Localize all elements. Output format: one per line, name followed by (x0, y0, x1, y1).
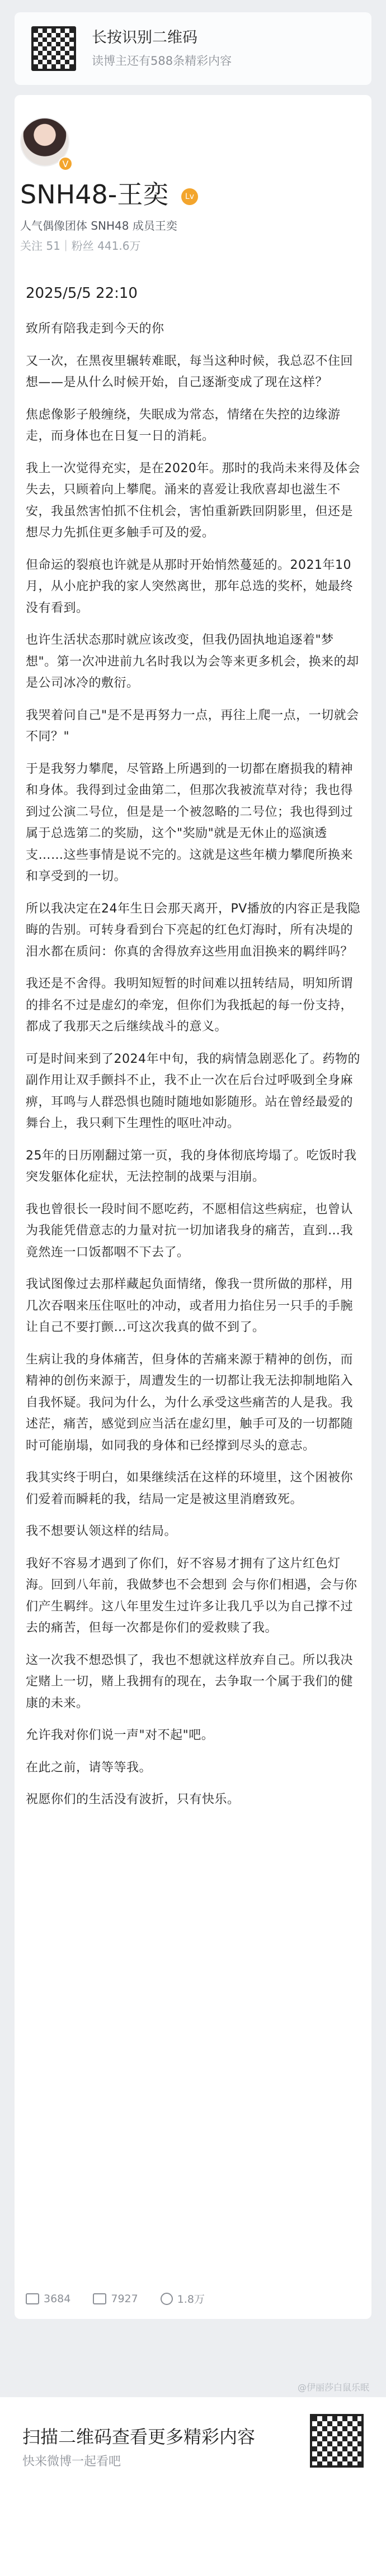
post-paragraph: 也许生活状态那时就应该改变，但我仍固执地追逐着"梦想"。第一次冲进前九名时我以为会等来更多机会，换来的却是公司冰冷的敷衍。 (26, 633, 359, 690)
bottom-subtitle: 快来微博一起看吧 (22, 2455, 121, 2469)
bottom-title: 扫描二维码查看更多精彩内容 (22, 2426, 256, 2447)
post-paragraph: 致所有陪我走到今天的你 (26, 322, 164, 336)
post-paragraph: 这一次我不想恐惧了，我也不想就这样放弃自己。所以我决定赌上一切，赌上我拥有的现在，去争取一个属于我们的健康的未来。 (26, 1653, 354, 1710)
comment-button[interactable] (93, 2293, 138, 2305)
post-paragraph: 焦虑像影子般缠绕，失眠成为常态，情绪在失控的边缘游走，而身体也在日复一日的消耗。 (26, 407, 341, 443)
comment-count: 7927 (111, 2292, 138, 2305)
post-paragraph: 所以我决定在24年生日会那天离开，PV播放的内容正是我隐晦的告别。可转身看到台下亮起的红色灯海时，所有决堤的泪水都在质问：你真的舍得放弃这些用血泪换来的羁绊吗？ (26, 901, 361, 959)
post-body (26, 319, 365, 1822)
repost-button[interactable] (26, 2293, 70, 2305)
post-paragraph: 我其实终于明白，如果继续活在这样的环境里，这个困被你们爱着而瞬耗的我，结局一定是被这里消磨致死。 (26, 1471, 354, 1506)
user-name[interactable] (20, 174, 198, 211)
user-stats: 关注 51｜粉丝 441.6万 (20, 239, 141, 253)
watermark: @伊丽莎白鼠乐眠 (297, 2382, 369, 2393)
post-paragraph: 我哭着问自己"是不是再努力一点，再往上爬一点，一切就会不同？" (26, 708, 359, 744)
post-paragraph: 又一次，在黑夜里辗转难眠，每当这种时候，我总忍不住回想——是从什么时候开始，自己逐渐变成了现在这样？ (26, 354, 354, 389)
post-paragraph: 我也曾很长一段时间不愿吃药，不愿相信这些病症，也曾认为我能凭借意志的力量对抗一切加诸我身的痛苦，直到…我竟然连一口饭都咽不下去了。 (26, 1202, 354, 1260)
like-count: 1.8万 (177, 2293, 205, 2306)
post-card (15, 95, 371, 2319)
post-paragraph: 我好不容易才遇到了你们，好不容易才拥有了这片红色灯海。回到八年前，我做梦也不会想到 会与你们相遇，会与你们产生羁绊。这八年里发生过许多让我几乎以为自己撑不过去的痛苦，但每一次都是你们的爱救赎了我。 (26, 1556, 357, 1635)
post-paragraph: 但命运的裂痕也许就是从那时开始悄然蔓延的。2021年10月，从小庇护我的家人突然离世，那年总选的奖杯，她最终没有看到。 (26, 558, 354, 615)
post-date: 2025/5/5 22:10 (26, 285, 138, 302)
banner-text (92, 27, 232, 70)
user-name-text: SNH48-王奕 (20, 179, 169, 210)
comment-icon (93, 2293, 106, 2304)
level-badge-icon: Lv (181, 188, 198, 205)
post-paragraph: 于是我努力攀爬，尽管路上所遇到的一切都在磨损我的精神和身体。我得到过金曲第二，但那次我被流草对待；我也得到过公演二号位，但是是一个被忽略的二号位；我也得到过属于总选第二的奖励，这个"奖励"就是无休止的巡演透支……这些事情是说不完的。这就是这些年横力攀爬所换来和享受到的一切。 (26, 762, 354, 883)
post-paragraph: 允许我对你们说一声"对不起"吧。 (26, 1728, 214, 1742)
action-bar (26, 2291, 205, 2306)
verified-badge-icon: V (58, 156, 73, 171)
banner-title: 长按识别二维码 (92, 29, 197, 46)
post-paragraph: 生病让我的身体痛苦，但身体的苦痛来源于精神的创伤，而精神的创伤来源于，周遭发生的一切都让我无法抑制地陷入自我怀疑。我问为什么，为什么承受这些痛苦的人是我。我述茫，痛苦，感觉到应当活在虚幻里，触手可及的一切都随时可能崩塌，如同我的身体和已经撑到尽头的意志。 (26, 1352, 354, 1453)
qr-code-icon (31, 26, 76, 71)
top-qr-banner[interactable] (15, 12, 371, 85)
like-icon (161, 2293, 173, 2305)
bottom-qr-bar[interactable] (0, 2397, 386, 2576)
post-paragraph: 我还是不舍得。我明知短暂的时间难以扭转结局，明知所谓的排名不过是虚幻的牵宠，但你们为我抵起的每一份支持，都成了我那天之后继续战斗的意义。 (26, 977, 354, 1034)
repost-icon (26, 2293, 39, 2304)
post-paragraph: 可是时间来到了2024年中旬，我的病情急剧恶化了。药物的副作用让双手颤抖不止，我不止一次在后台过呼吸到全身麻痹，耳鸣与人群恐惧也随时随地如影随形。站在曾经最爱的舞台上，我只剩下生理性的呕吐冲动。 (26, 1052, 360, 1130)
post-paragraph: 25年的日历刚翻过第一页，我的身体彻底垮塌了。吃饭时我突发躯体化症状，无法控制的战栗与泪崩。 (26, 1148, 357, 1184)
post-paragraph: 我试图像过去那样藏起负面情绪，像我一贯所做的那样，用几次吞咽来压住呕吐的冲动，或者用力掐住另一只手的手腕让自己不要打颤…可这次我真的做不到了。 (26, 1277, 354, 1334)
post-paragraph: 祝愿你们的生活没有波折，只有快乐。 (26, 1793, 240, 1807)
post-paragraph: 在此之前，请等等我。 (26, 1760, 152, 1775)
like-button[interactable] (161, 2291, 205, 2306)
bottom-qr-code-icon (310, 2414, 364, 2468)
post-paragraph: 我不想要认领这样的结局。 (26, 1524, 177, 1538)
repost-count: 3684 (44, 2292, 71, 2305)
post-paragraph: 我上一次觉得充实，是在2020年。那时的我尚未来得及体会失去，只顾着向上攀爬。涌来的喜爱让我欣喜却也滋生不安，我虽然害怕抓不住机会，害怕重新跌回阴影里，但还是想尽力先抓住更多触手可及的爱。 (26, 461, 360, 540)
user-bio: 人气偶像团体 SNH48 成员王奕 (20, 219, 177, 232)
banner-subtitle: 读博主还有588条精彩内容 (92, 54, 232, 68)
